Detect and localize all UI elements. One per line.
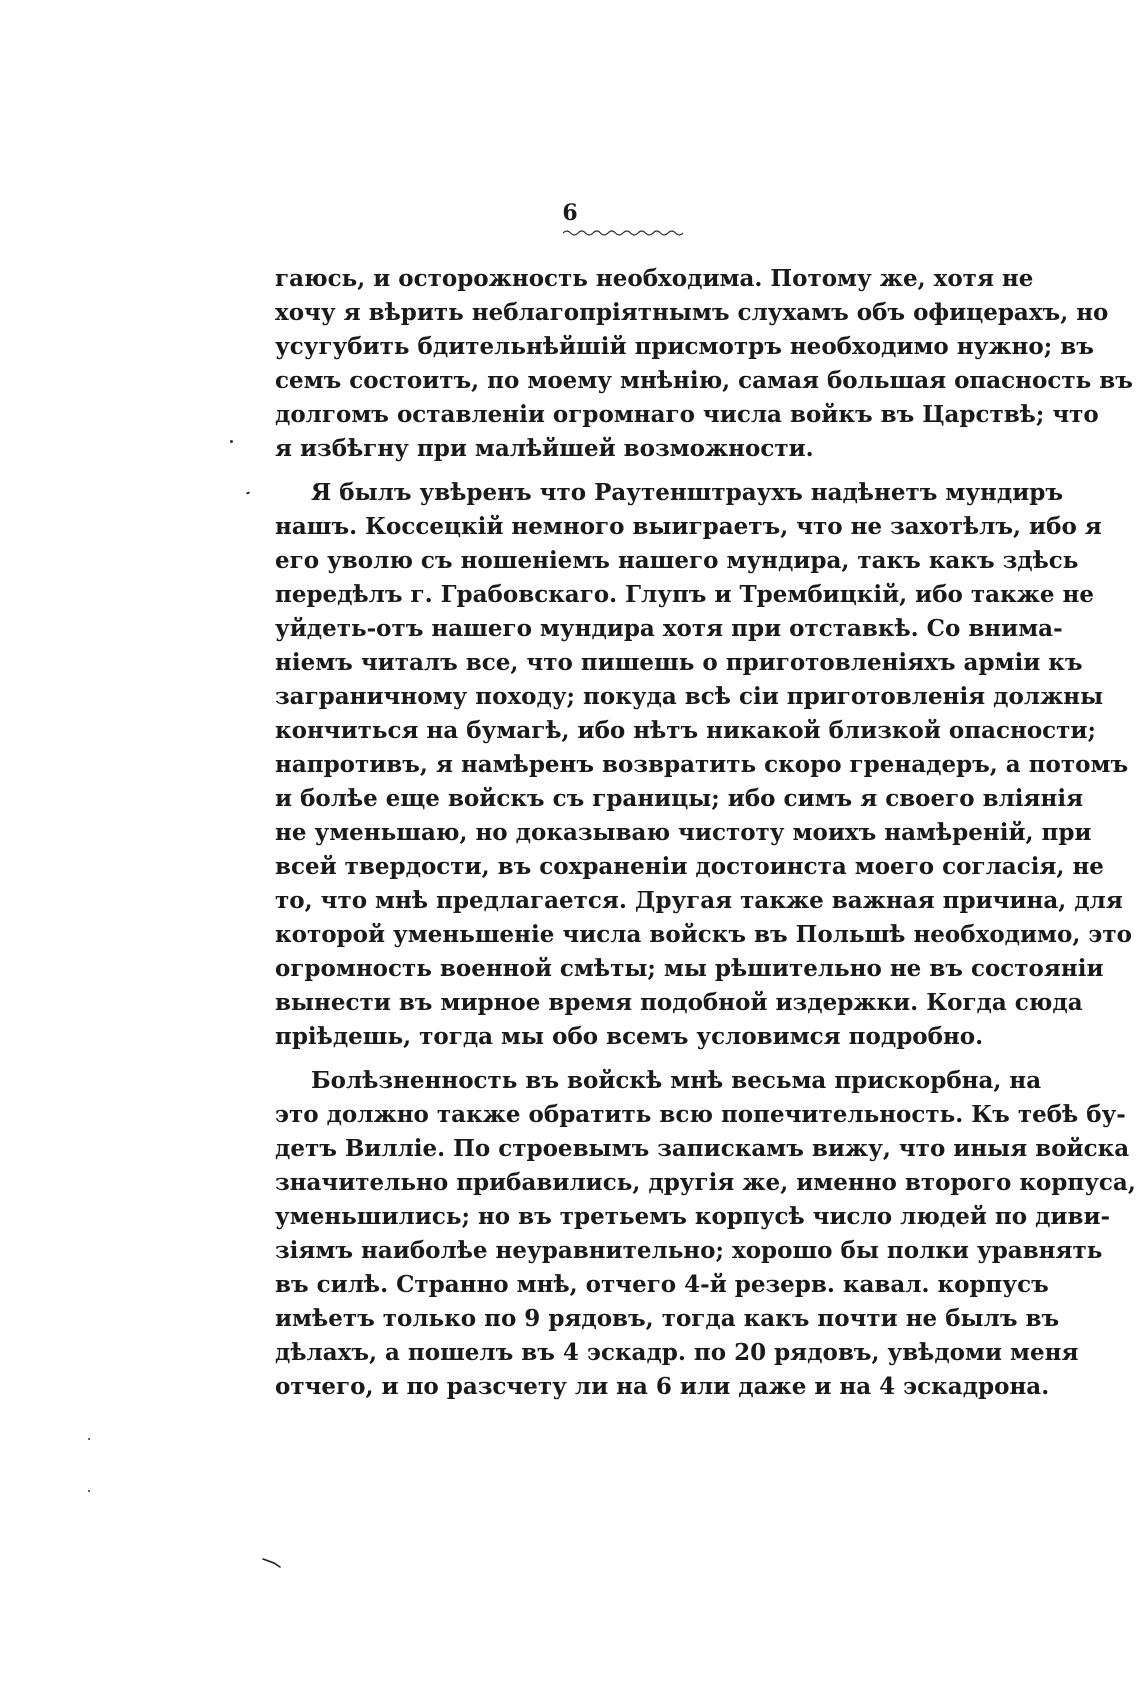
text-line: не уменьшаю, но доказываю чистоту моихъ намѣреній, при <box>275 819 1092 846</box>
text-line: уменьшились; но въ третьемъ корпусѣ число людей по диви- <box>275 1203 1111 1230</box>
text-line: ніемъ читалъ все, что пишешь о приготовленіяхъ арміи къ <box>275 649 1083 676</box>
text-line: долгомъ оставленіи огромнаго числа войкъ въ Царствѣ; что <box>275 401 1099 428</box>
wavy-rule-ornament <box>563 228 683 238</box>
page-number: 6 <box>562 200 578 226</box>
text-line: нашъ. Коссецкій немного выиграетъ, что не захотѣлъ, ибо я <box>275 513 1102 540</box>
paragraph-3 <box>275 1064 1136 1404</box>
text-line: то, что мнѣ предлагается. Другая также важная причина, для <box>275 887 1123 914</box>
text-line: Болѣзненность въ войскѣ мнѣ весьма прискорбна, на <box>311 1067 1042 1094</box>
text-line: передѣлъ г. Грабовскаго. Глупъ и Трембицкій, ибо также не <box>275 581 1094 608</box>
text-line: которой уменьшеніе числа войскъ въ Польшѣ необходимо, это <box>275 921 1132 948</box>
text-line: заграничному походу; покуда всѣ сіи приготовленія должны <box>275 683 1104 710</box>
scan-stray-mark <box>262 1558 282 1568</box>
text-line: его уволю съ ношеніемъ нашего мундира, такъ какъ здѣсь <box>275 547 1079 574</box>
text-line: гаюсь, и осторожность необходима. Потому же, хотя не <box>275 265 1034 292</box>
text-line: пріѣдешь, тогда мы обо всемъ условимся подробно. <box>275 1023 984 1050</box>
text-line: и болѣе еще войскъ съ границы; ибо симъ я своего вліянія <box>275 785 1084 812</box>
text-line: Я былъ увѣренъ что Раутенштраухъ надѣнетъ мундиръ <box>311 479 1064 506</box>
text-line: кончиться на бумагѣ, ибо нѣтъ никакой близкой опасности; <box>275 717 1096 744</box>
text-line: это должно также обратить всю попечительность. Къ тебѣ бу- <box>275 1101 1126 1128</box>
text-line: семъ состоитъ, по моему мнѣнію, самая большая опасность въ <box>275 367 1133 394</box>
text-line: всей твердости, въ сохраненіи достоинста моего согласія, не <box>275 853 1104 880</box>
text-line: зіямъ наиболѣе неуравнительно; хорошо бы полки уравнять <box>275 1237 1103 1264</box>
text-line: имѣетъ только по 9 рядовъ, тогда какъ почти не былъ въ <box>275 1305 1060 1332</box>
scan-speck <box>88 1438 90 1440</box>
text-line: усугубить бдительнѣйшій присмотръ необходимо нужно; въ <box>275 333 1094 360</box>
text-line: я избѣгну при малѣйшей возможности. <box>275 435 814 462</box>
text-line: значительно прибавились, другія же, именно второго корпуса, <box>275 1169 1136 1196</box>
body-text <box>275 262 1136 1404</box>
text-line: отчего, и по разсчету ли на 6 или даже и на 4 эскадрона. <box>275 1373 1050 1400</box>
text-line: хочу я вѣрить неблагопріятнымъ слухамъ объ офицерахъ, но <box>275 299 1109 326</box>
text-line: въ силѣ. Странно мнѣ, отчего 4-й резерв. кавал. корпусъ <box>275 1271 1049 1298</box>
scan-speck <box>230 440 233 443</box>
text-line: детъ Вилліе. По строевымъ запискамъ вижу, что иныя войска <box>275 1135 1130 1162</box>
text-line: уйдеть-отъ нашего мундира хотя при отставкѣ. Со внима- <box>275 615 1063 642</box>
scan-speck <box>246 491 250 494</box>
text-line: огромность военной смѣты; мы рѣшительно не въ состояніи <box>275 955 1104 982</box>
text-line: напротивъ, я намѣренъ возвратить скоро гренадеръ, а потомъ <box>275 751 1129 778</box>
text-line: вынести въ мирное время подобной издержки. Когда сюда <box>275 989 1083 1016</box>
paragraph-1 <box>275 262 1133 466</box>
scan-speck <box>88 1490 90 1492</box>
text-line: дѣлахъ, а пошелъ въ 4 эскадр. по 20 рядовъ, увѣдоми меня <box>275 1339 1079 1366</box>
paragraph-2 <box>275 476 1132 1054</box>
